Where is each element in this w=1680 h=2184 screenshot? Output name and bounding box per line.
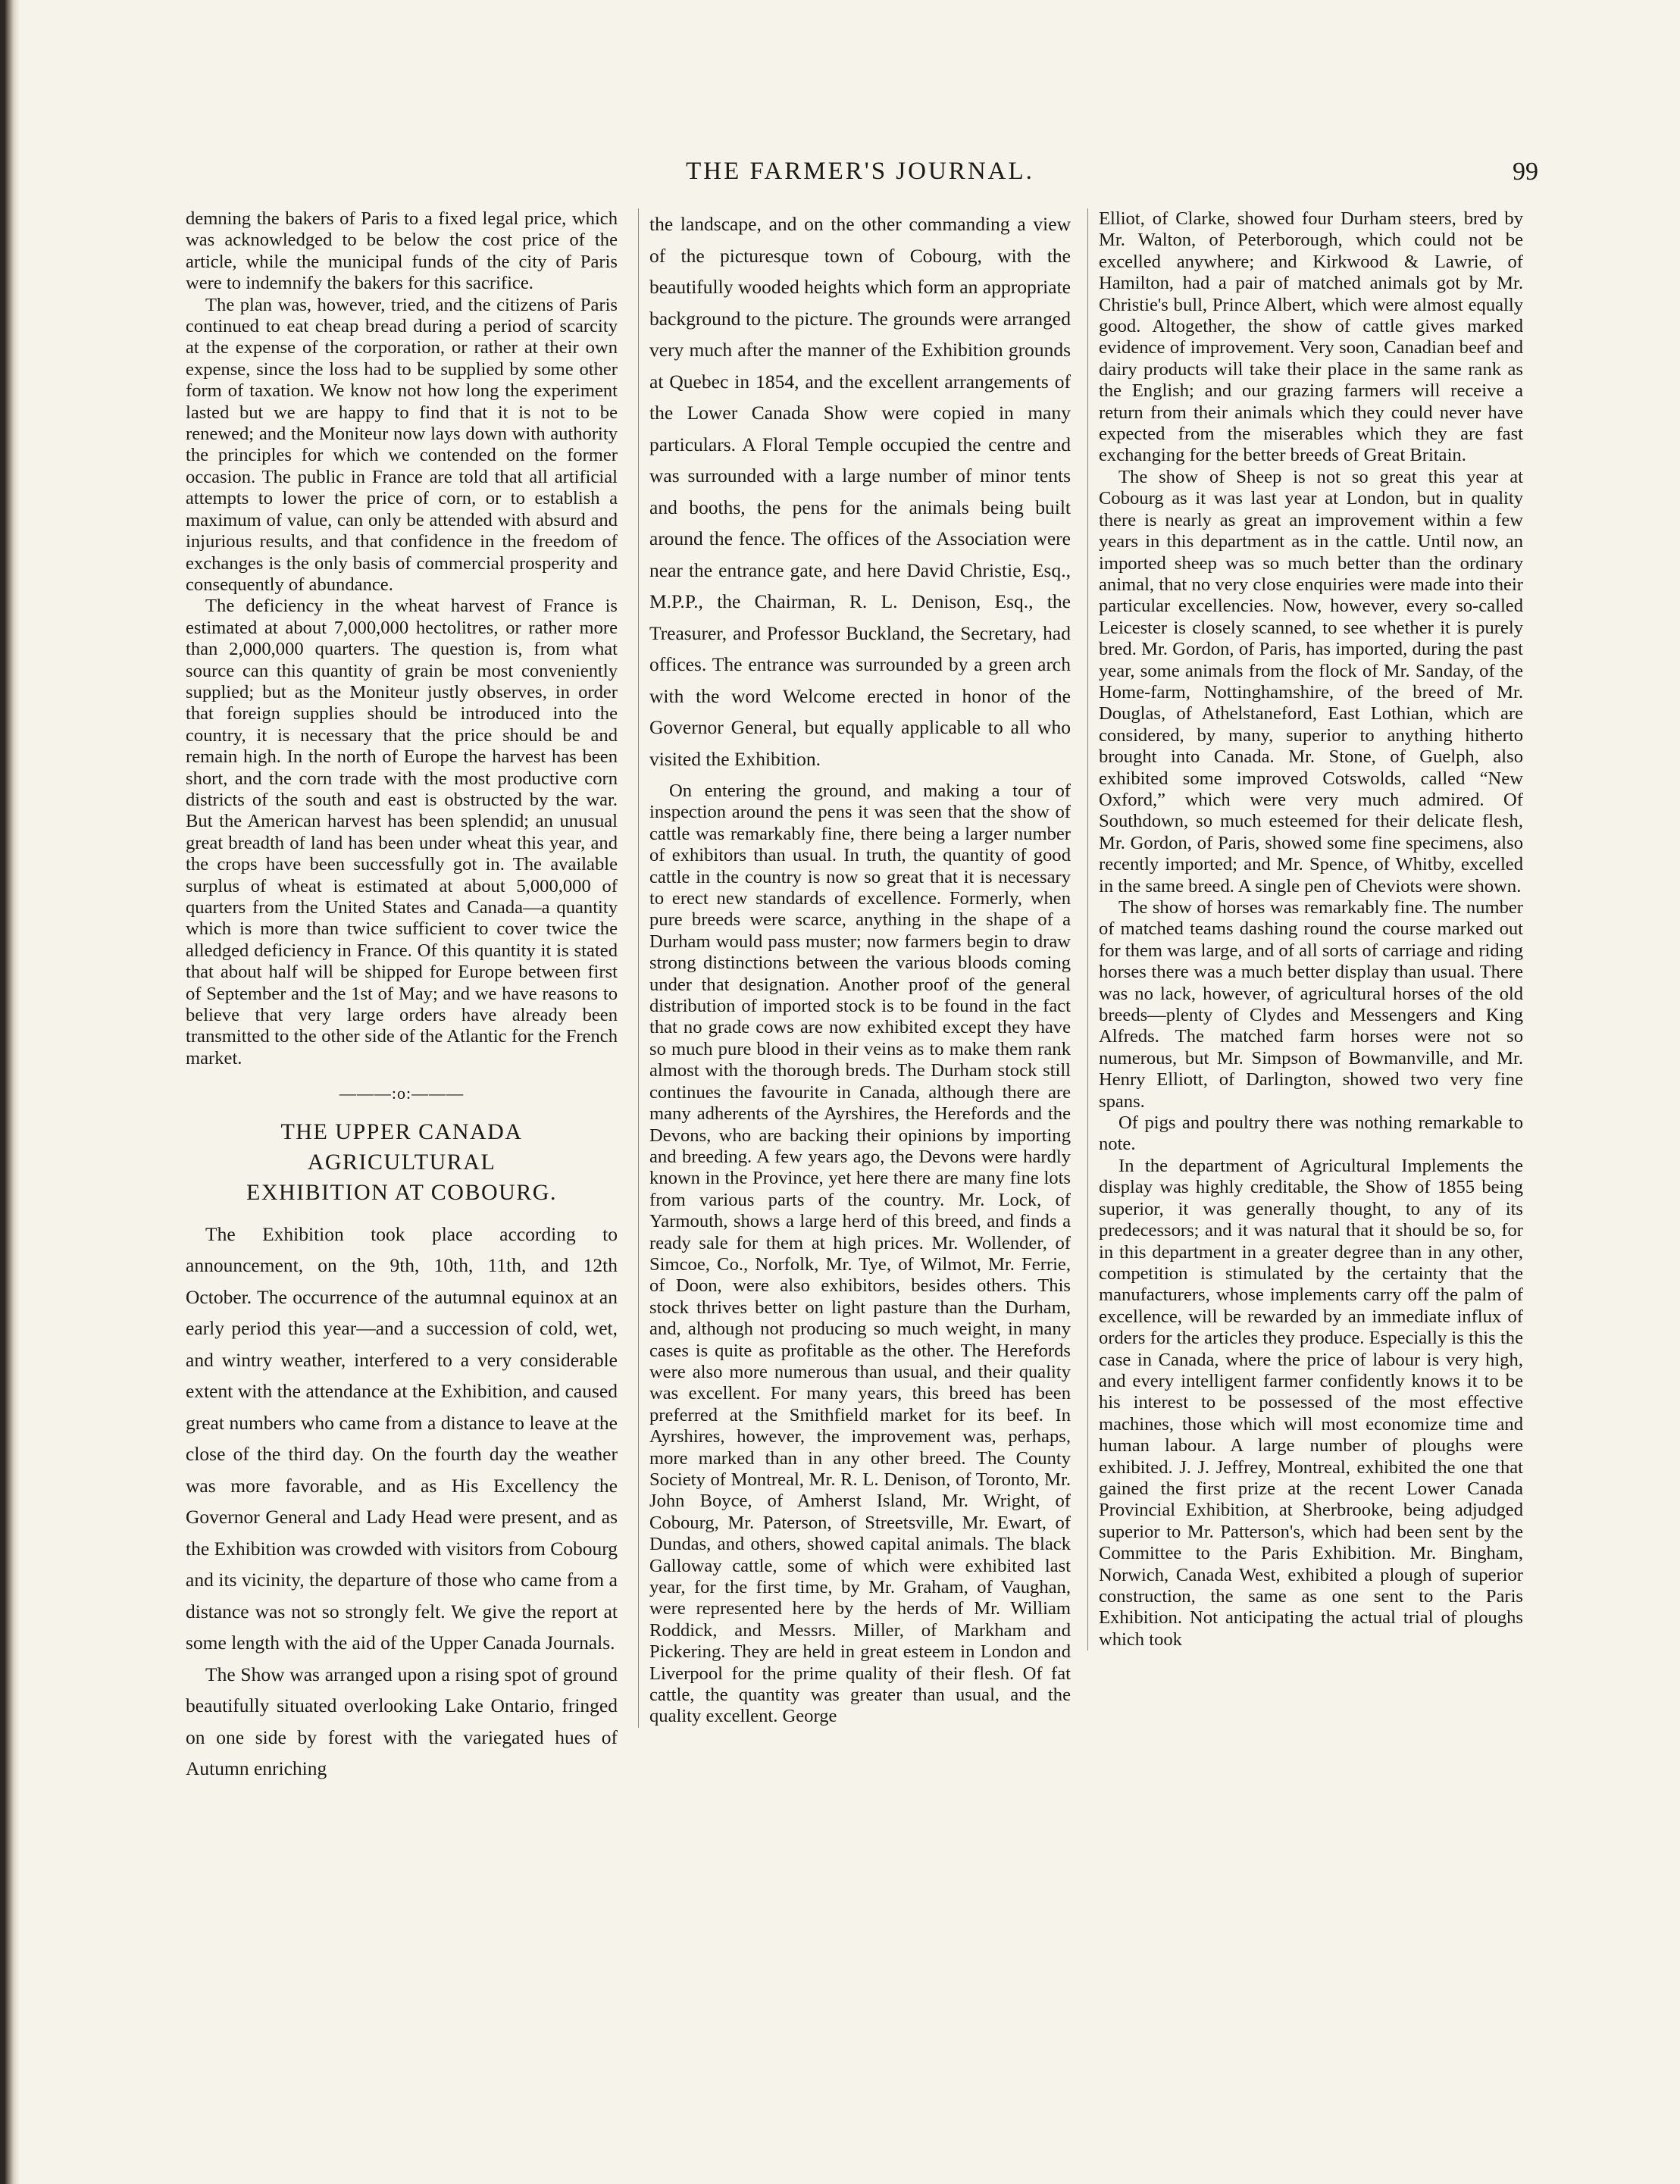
paragraph: The deficiency in the wheat harvest of France is estimated at about 7,000,000 hectolitres, or rather more than 2,000,000 quarters. The question is, from what source can this quantity of grain be most conveniently supplied; but as the Moniteur justly observes, in order that foreign supplies should be introduced into the country, it is necessary that the price should be and remain high. In the north of Europe the harvest has been short, and the corn trade with the most productive corn districts of the south and east is obstructed by the war. But the American harvest has been splendid; an unusual great breadth of land has been under wheat this year, and the crops have been successfully got in. The available surplus of wheat is estimated at about 5,000,000 of quarters from the United States and Canada—a quantity which is more than twice sufficient to cover twice the alledged deficiency in France. Of this quantity it is stated that about half will be shipped for Europe between first of September and the 1st of May; and we have reasons to believe that very large orders have already been transmitted to the other side of the Atlantic for the French market. xyxy=(186,596,618,1069)
running-head xyxy=(182,158,1538,188)
paragraph: The Show was arranged upon a rising spot of ground beautifully situated overlooking Lake Ontario, fringed on one side by forest with the variegated hues of Autumn enriching xyxy=(186,1663,618,1780)
paragraph: Elliot, of Clarke, showed four Durham steers, bred by Mr. Walton, of Peterborough, which could not be excelled anywhere; and Kirkwood & Lawrie, of Hamilton, had a pair of matched animals got by Mr. Christie's bull, Prince Albert, which were almost equally good. Altogether, the show of cattle gives marked evidence of improvement. Very soon, Canadian beef and dairy products will take their place in the same rank as the English; and our grazing farmers will receive a return from their animals which they could never have expected from the miserables which they are fast exchanging for the better breeds of Great Britain. xyxy=(1099,208,1523,466)
paragraph: On entering the ground, and making a tour of inspection around the pens it was seen that the show of cattle was remarkably fine, there being a larger number of exhibitors than usual. In truth, the quantity of good cattle in the country is now so great that it is necessary to erect new standards of excellence. Formerly, when pure breeds were scarce, anything in the shape of a Durham would pass muster; now farmers begin to draw strong distinctions between the various bloods coming under that designation. Another proof of the general distribution of imported stock is to be found in the fact that no grade cows are now exhibited except they have so much pure blood in their veins as to make them rank almost with the thorough breds. The Durham stock still continues the favourite in Canada, although there are many adherents of the Ayrshires, the Herefords and the Devons, who are backing their opinions by importing and breeding. A few years ago, the Devons were hardly known in the Province, yet here there are many fine lots from various parts of the country. Mr. Lock, of Yarmouth, shows a large herd of this breed, and finds a ready sale for them at high prices. Mr. Wollender, of Simcoe, Co., Norfolk, Mr. Tye, of Wilmot, Mr. Ferrie, of Doon, were also exhibitors, besides others. This stock thrives better on light pasture than the Durham, and, although not producing so much weight, in many cases is quite as profitable as the other. The Herefords were also more numerous than usual, and their quality was excellent. For many years, this breed has been preferred at the Smithfield market for its beef. In Ayrshires, however, the improvement was, perhaps, more marked than in any other breed. The County Society of Montreal, Mr. R. L. Denison, of Toronto, Mr. John Boyce, of Amherst Island, Mr. Wright, of Cobourg, Mr. Paterson, of Streetsville, Mr. Ewart, of Dundas, and others, showed capital animals. The black Galloway cattle, some of which were exhibited last year, for the first time, by Mr. Graham, of Vaughan, were represented here by the herds of Mr. William Roddick, and Messrs. Miller, of Markham and Pickering. They are held in great esteem in London and Liverpool for the prime quality of their flesh. Of fat cattle, the quantity was greater than usual, and the quality excellent. George xyxy=(649,781,1071,1727)
column-1 xyxy=(186,208,618,1785)
section-title-line-2: EXHIBITION AT COBOURG. xyxy=(246,1179,557,1205)
book-spine-shadow xyxy=(0,0,20,2184)
section-title-line-1: THE UPPER CANADA AGRICULTURAL xyxy=(280,1119,523,1175)
paragraph: The Exhibition took place according to announcement, on the 9th, 10th, 11th, and 12th October. The occurrence of the autumnal equinox at an early period this year—and a succession of cold, wet, and wintry weather, interfered to a very considerable extent with the attendance at the Exhibition, and caused great numbers who came from a distance to leave at the close of the third day. On the fourth day the weather was more favorable, and as His Excellency the Governor General and Lady Head were present, and as the Exhibition was crowded with visitors from Cobourg and its vicinity, the departure of those who came from a distance was not so strongly felt. We give the report at some length with the aid of the Upper Canada Journals. xyxy=(186,1222,618,1654)
page-number: 99 xyxy=(1513,158,1538,186)
paragraph: demning the bakers of Paris to a fixed legal price, which was acknowledged to be below the cost price of the article, while the municipal funds of the city of Paris were to indemnify the bakers for this sacrifice. xyxy=(186,208,618,294)
paragraph: The show of horses was remarkably fine. The number of matched teams dashing round the course marked out for them was large, and of all sorts of carriage and riding horses there was a much better display than usual. There was no lack, however, of agricultural horses of the old breeds—plenty of Clydes and Messengers and King Alfreds. The matched farm horses were not so numerous, but Mr. Simpson of Bowmanville, and Mr. Henry Elliott, of Darlington, showed two very fine spans. xyxy=(1099,897,1523,1112)
paragraph: The show of Sheep is not so great this year at Cobourg as it was last year at London, but in quality there is nearly as great an improvement within a few years in this department as in the cattle. Until now, an imported sheep was so much better than the ordinary animal, that no very close enquiries were made into their particular excellencies. Now, however, every so-called Leicester is closely scanned, to see whether it is purely bred. Mr. Gordon, of Paris, has imported, during the past year, some animals from the flock of Mr. Sanday, of the Home-farm, Nottinghamshire, of the breed of Mr. Douglas, of Athelstaneford, East Lothian, which are considered, by many, superior to anything hitherto brought into Canada. Mr. Stone, of Guelph, also exhibited some improved Cotswolds, called “New Oxford,” which were very much admired. Of Southdown, so much esteemed for their delicate flesh, Mr. Gordon, of Paris, showed some fine specimens, also recently imported; and Mr. Spence, of Whitby, excelled in the same breed. A single pen of Cheviots were shown. xyxy=(1099,466,1523,896)
paragraph: The plan was, however, tried, and the citizens of Paris continued to eat cheap bread during a period of scarcity at the expense of the corporation, or rather at their own expense, since the loss had to be supplied by some other form of taxation. We know not how long the experiment lasted but we are happy to find that it is not to be renewed; and the Moniteur now lays down with authority the principles for which we contended on the former occasion. The public in France are told that all artificial attempts to lower the price of corn, or to establish a maximum of value, can only be attended with absurd and injurious results, and that confidence in the freedom of exchanges is the only basis of commercial prosperity and consequently of abundance. xyxy=(186,294,618,595)
paragraph: the landscape, and on the other commanding a view of the picturesque town of Cobourg, with the beautifully wooded heights which form an appropriate background to the picture. The grounds were arranged very much after the manner of the Exhibition grounds at Quebec in 1854, and the excellent arrangements of the Lower Canada Show were copied in many particulars. A Floral Temple occupied the centre and was surrounded with a large number of minor tents and booths, the pens for the animals being built around the fence. The offices of the Association were near the entrance gate, and here David Christie, Esq., M.P.P., the Chairman, R. L. Denison, Esq., the Treasurer, and Professor Buckland, the Secretary, had offices. The entrance was surrounded by a green arch with the word Welcome erected in honor of the Governor General, but equally applicable to all who visited the Exhibition. xyxy=(649,213,1071,770)
section-divider: ———:o:——— xyxy=(339,1084,465,1103)
column-3 xyxy=(1087,208,1523,1651)
running-title: THE FARMER'S JOURNAL. xyxy=(686,158,1034,185)
column-2 xyxy=(638,208,1071,1728)
paragraph: Of pigs and poultry there was nothing remarkable to note. xyxy=(1099,1112,1523,1155)
paragraph: In the department of Agricultural Implements the display was highly creditable, the Show of 1855 being superior, it was generally thought, to any of its predecessors; and it was natural that it should be so, for in this department in a greater degree than in any other, competition is stimulated by the certainty that the manufacturers, whose implements carry off the palm of excellence, will be rewarded by an immediate influx of orders for the articles they produce. Especially is this the case in Canada, where the price of labour is very high, and every intelligent farmer confidently knows it to be his interest to be possessed of the most effective machines, those which will most economize time and human labour. A large number of ploughs were exhibited. J. J. Jeffrey, Montreal, exhibited the one that gained the first prize at the recent Lower Canada Provincial Exhibition, at Sherbrooke, being adjudged superior to Mr. Patterson's, which had been sent by the Committee to the Paris Exhibition. Mr. Bingham, Norwich, Canada West, exhibited a plough of superior construction, the same as one sent to the Paris Exhibition. Not anticipating the actual trial of ploughs which took xyxy=(1099,1155,1523,1650)
section-title xyxy=(186,1117,618,1208)
